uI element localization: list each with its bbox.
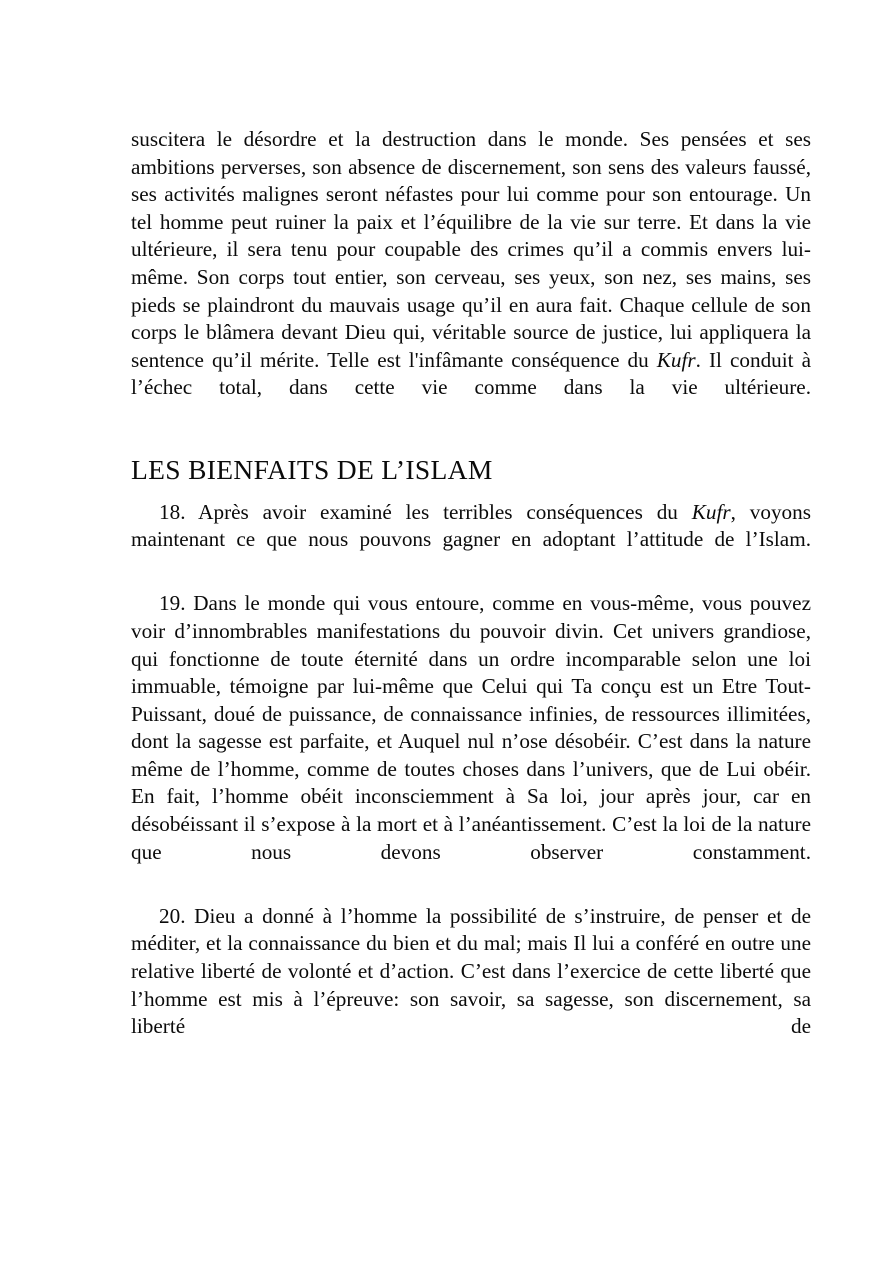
paragraph-20 [131,903,811,1069]
italic-term-kufr: Kufr [691,499,731,524]
paragraph-18 [131,499,811,582]
paragraph-continued [131,126,811,430]
paragraph-19 [131,590,811,894]
paragraph-18-text-part2: , voyons maintenant ce que nous pouvons gagner en adoptant l’attitude de l’Islam. [131,499,811,552]
paragraph-18-text-part1: Après avoir examiné les terribles conséquences du [185,499,692,524]
paragraph-continued-text-part2: . Il conduit à l’échec total, dans cette vie comme dans la vie ultérieure. [131,347,811,400]
paragraph-19-text: Dans le monde qui vous entoure, comme en vous-même, vous pouvez voir d’innombrables manifestations du pouvoir divin. Cet univers grandiose, qui fonctionne de toute éternité dans un ordre incomparable selon une loi immuable, témoigne par lui-même que Celui qui Ta conçu est un Etre Tout-Puissant, doué de puissance, de connaissance infinies, de ressources illimitées, dont la sagesse est parfaite, et Auquel nul n’ose désobéir. C’est dans la nature même de l’homme, comme de toutes choses dans l’univers, que de Lui obéir. En fait, l’homme obéit inconsciemment à Sa loi, jour après jour, car en désobéissant il s’expose à la mort et à l’anéantissement. C’est la loi de la nature que nous devons observer constamment. [131,591,811,864]
paragraph-19-number: 19. [159,591,186,616]
spacer-paragraph-19-20 [131,894,811,903]
paragraph-continued-text-part1: suscitera le désordre et la destruction dans le monde. Ses pensées et ses ambitions perverses, son absence de discernement, son sens des valeurs faussé, ses activités malignes seront néfastes pour lui comme pour son entourage. Un tel homme peut ruiner la paix et l’équilibre de la vie sur terre. Et dans la vie ultérieure, il sera tenu pour coupable des crimes qu’il a commis envers lui- même. Son corps tout entier, son cerveau, ses yeux, son nez, ses mains, ses pieds se plaindront du mauvais usage qu’il en aura fait. Chaque cellule de son corps le blâmera devant Dieu qui, véritable source de justice, lui appliquera la sentence qu’il mérite. Telle est l'infâmante conséquence du [131,127,811,372]
text-column [131,126,811,1068]
spacer-above-heading [131,430,811,453]
section-heading: LES BIENFAITS DE L’ISLAM [131,453,493,485]
paragraph-18-number: 18. [159,499,186,524]
spacer-below-heading [131,487,811,499]
paragraph-20-text: Dieu a donné à l’homme la possibilité de s’instruire, de penser et de méditer, et la connaissance du bien et du mal; mais Il lui a conféré en outre une relative liberté de volonté et d’action. C’est dans l’exercice de cette liberté que l’homme est mis à l’épreuve: son savoir, sa sagesse, son discernement, sa liberté de [131,903,811,1039]
spacer-paragraph-18-19 [131,581,811,590]
paragraph-20-number: 20. [159,903,186,928]
italic-term-kufr: Kufr [656,347,696,372]
